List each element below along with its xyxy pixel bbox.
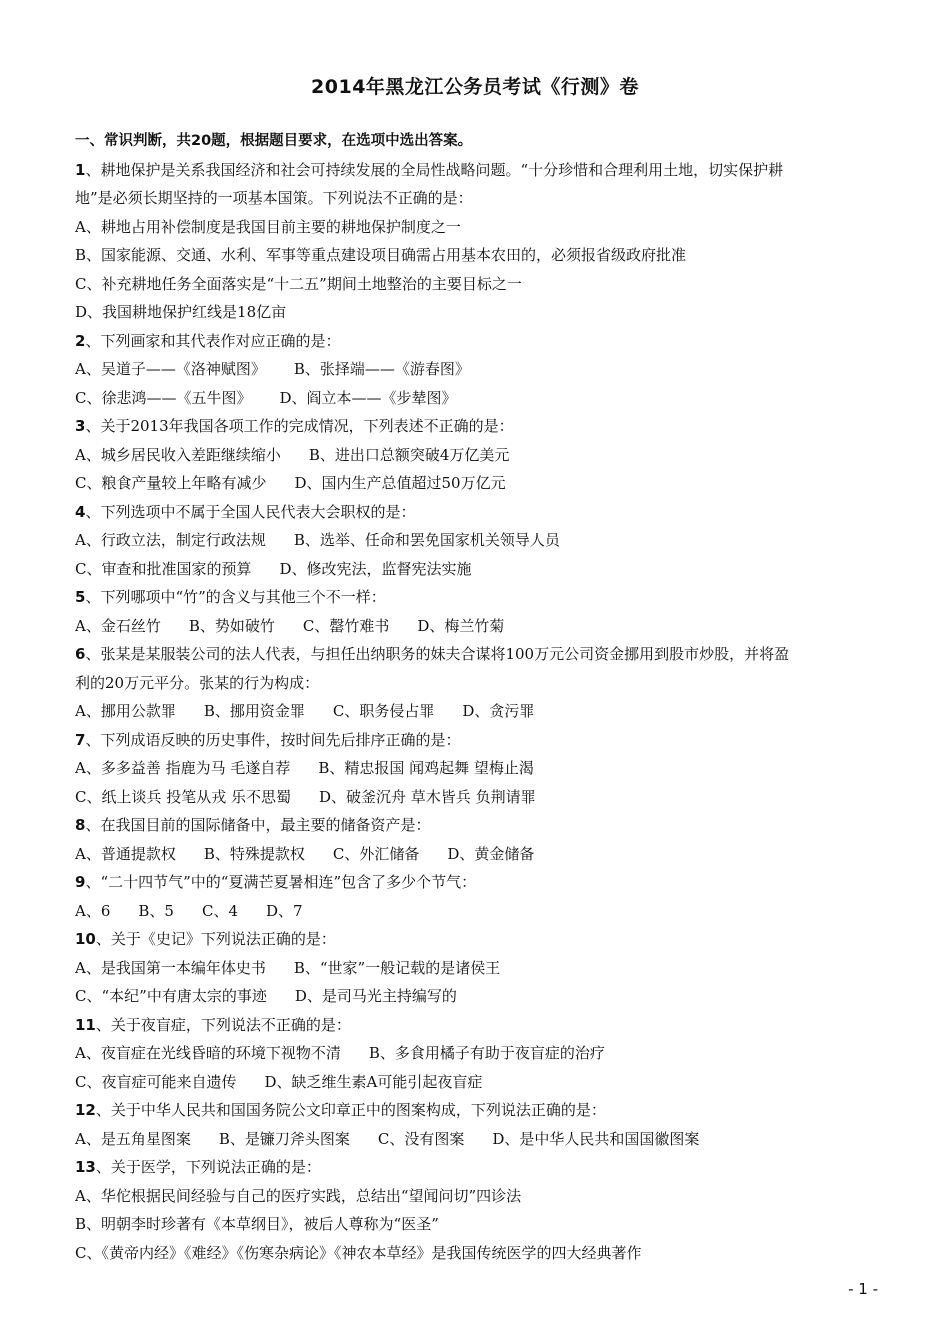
answer-option: B、明朝李时珍著有《本草纲目》，被后人尊称为“医圣”	[75, 1215, 439, 1233]
answer-option: B、精忠报国 闻鸡起舞 望梅止渴	[318, 759, 534, 777]
page-title: 2014年黑龙江公务员考试《行测》卷	[311, 76, 639, 98]
answer-option: B、是镰刀斧头图案	[218, 1129, 350, 1148]
question-stem	[75, 868, 880, 897]
answer-option: D、贪污罪	[462, 702, 535, 720]
question-text: 、下列画家和其代表作对应正确的是：	[85, 331, 341, 350]
question-text: 、“二十四节气”中的“夏满芒夏暑相连”包含了多少个节气：	[85, 873, 477, 891]
answer-option: A、是五角星图案	[75, 1129, 191, 1148]
question-text-continued: 地”是必须长期坚持的一项基本国策。下列说法不正确的是：	[75, 189, 473, 207]
answer-option: C、职务侵占罪	[332, 702, 435, 720]
answer-option: A、是我国第一本编年体史书	[75, 958, 266, 977]
answer-option: A、吴道子——《洛神赋图》	[75, 360, 266, 378]
answer-option: B、“世家”一般记载的是诸侯王	[293, 958, 501, 977]
answer-option: B、进出口总额突破4万亿美元	[308, 445, 510, 464]
question-text: 、张某是某服装公司的法人代表，与担任出纳职务的妹夫合谋将100万元公司资金挪用到股市炒股，并将盈	[85, 645, 790, 663]
question-number: 9	[75, 873, 86, 891]
option-row	[75, 270, 880, 299]
answer-option: B、特殊提款权	[203, 844, 305, 863]
question-stem	[75, 327, 880, 356]
option-row	[75, 241, 880, 270]
question-number: 3	[75, 417, 86, 435]
option-row	[75, 213, 880, 242]
answer-option: B、多食用橘子有助于夜盲症的治疗	[368, 1044, 605, 1062]
question-stem	[75, 726, 880, 755]
answer-option: B、国家能源、交通、水利、军事等重点建设项目确需占用基本农田的，必须报省级政府批准	[75, 246, 687, 264]
question-stem	[75, 925, 880, 954]
answer-option: D、黄金储备	[447, 844, 535, 863]
answer-option: D、破釜沉舟 草木皆兵 负荆请罪	[319, 787, 536, 806]
option-row	[75, 612, 880, 641]
option-row	[75, 1068, 880, 1097]
question-stem	[75, 156, 880, 185]
option-row	[75, 1039, 880, 1068]
question-text: 、关于2013年我国各项工作的完成情况，下列表述不正确的是：	[85, 417, 514, 435]
question-number: 12	[75, 1101, 96, 1119]
question-text: 、下列选项中不属于全国人民代表大会职权的是：	[85, 502, 416, 521]
option-row	[75, 526, 880, 555]
answer-option: A、多多益善 指鹿为马 毛遂自荐	[75, 759, 291, 777]
page-number: - 1 -	[848, 1280, 878, 1298]
question-text: 、关于《史记》下列说法正确的是：	[95, 930, 336, 948]
question-number: 2	[75, 331, 86, 350]
option-row	[75, 298, 880, 327]
answer-option: D、修改宪法，监督宪法实施	[279, 559, 472, 578]
answer-option: C、罄竹难书	[302, 616, 390, 635]
option-row	[75, 783, 880, 812]
answer-option: C、外汇储备	[332, 844, 420, 863]
option-row	[75, 555, 880, 584]
question-number: 13	[75, 1158, 96, 1176]
answer-option: C、补充耕地任务全面落实是“十二五”期间土地整治的主要目标之一	[75, 274, 522, 293]
question-stem	[75, 412, 880, 441]
question-number: 11	[75, 1015, 96, 1034]
answer-option: A、城乡居民收入差距继续缩小	[75, 445, 281, 464]
question-stem	[75, 811, 880, 840]
question-text: 、关于夜盲症，下列说法不正确的是：	[95, 1015, 351, 1034]
option-row	[75, 754, 880, 783]
answer-option: D、缺乏维生素A可能引起夜盲症	[264, 1072, 483, 1091]
question-stem	[75, 498, 880, 527]
answer-option: C、审查和批准国家的预算	[75, 559, 252, 578]
question-text: 、下列成语反映的历史事件，按时间先后排序正确的是：	[85, 730, 461, 749]
question-text: 、下列哪项中“竹”的含义与其他三个不一样：	[85, 588, 386, 606]
answer-option: B、选举、任命和罢免国家机关领导人员	[293, 531, 560, 549]
option-row	[75, 469, 880, 498]
question-number: 1	[75, 160, 86, 179]
question-stem	[75, 583, 880, 612]
option-row	[75, 840, 880, 869]
option-row	[75, 982, 880, 1011]
answer-option: B、势如破竹	[188, 616, 275, 635]
question-stem	[75, 1096, 880, 1125]
answer-option: C、《黄帝内经》《难经》《伤寒杂病论》《神农本草经》是我国传统医学的四大经典著作	[75, 1243, 642, 1262]
answer-option: C、粮食产量较上年略有减少	[75, 474, 267, 492]
answer-option: C、没有图案	[377, 1129, 465, 1148]
answer-option: A、华佗根据民间经验与自己的医疗实践，总结出“望闻问切”四诊法	[75, 1186, 522, 1205]
answer-option: D、我国耕地保护红线是18亿亩	[75, 303, 287, 321]
answer-option: D、国内生产总值超过50万亿元	[294, 474, 506, 492]
question-text: 、在我国目前的国际储备中，最主要的储备资产是：	[85, 816, 431, 834]
option-row	[75, 897, 880, 926]
answer-option: A、夜盲症在光线昏暗的环境下视物不清	[75, 1044, 341, 1062]
option-row	[75, 441, 880, 470]
answer-option: A、行政立法，制定行政法规	[75, 531, 266, 549]
question-text: 、耕地保护是关系我国经济和社会可持续发展的全局性战略问题。“十分珍惜和合理利用土地，切实保护耕	[85, 160, 784, 179]
answer-option: D、梅兰竹菊	[417, 616, 505, 635]
option-row	[75, 1182, 880, 1211]
answer-option: A、挪用公款罪	[75, 702, 176, 720]
question-number: 8	[75, 816, 86, 834]
answer-option: B、挪用资金罪	[203, 702, 305, 720]
option-row	[75, 697, 880, 726]
answer-option: C、徐悲鸿——《五牛图》	[75, 388, 252, 407]
question-number: 6	[75, 645, 86, 663]
option-row	[75, 384, 880, 413]
answer-option: A、耕地占用补偿制度是我国目前主要的耕地保护制度之一	[75, 217, 461, 236]
option-row	[75, 954, 880, 983]
answer-option: D、7	[266, 901, 303, 920]
question-text-continued: 利的20万元平分。张某的行为构成：	[75, 673, 320, 692]
question-stem	[75, 1153, 880, 1182]
answer-option: A、金石丝竹	[75, 616, 161, 635]
option-row	[75, 355, 880, 384]
answer-option: D、是中华人民共和国国徽图案	[492, 1129, 700, 1148]
question-number: 10	[75, 930, 96, 948]
question-stem	[75, 1011, 880, 1040]
answer-option: C、4	[201, 901, 238, 920]
option-row	[75, 1239, 880, 1268]
question-stem	[75, 640, 880, 669]
question-number: 5	[75, 588, 86, 606]
question-number: 7	[75, 730, 86, 749]
option-row	[75, 1125, 880, 1154]
question-text: 、关于中华人民共和国国务院公文印章正中的图案构成，下列说法正确的是：	[95, 1101, 606, 1119]
question-number: 4	[75, 502, 86, 521]
answer-option: A、普通提款权	[75, 844, 176, 863]
answer-option: D、阎立本——《步辇图》	[279, 388, 457, 407]
section-heading: 一、常识判断，共20题，根据题目要求，在选项中选出答案。	[75, 133, 473, 149]
answer-option: A、6	[75, 901, 111, 920]
question-text: 、关于医学，下列说法正确的是：	[95, 1158, 321, 1176]
option-row	[75, 1210, 880, 1239]
answer-option: D、是司马光主持编写的	[294, 987, 457, 1005]
answer-option: C、“本纪”中有唐太宗的事迹	[75, 987, 267, 1005]
question-lines	[75, 156, 880, 1268]
answer-option: C、纸上谈兵 投笔从戎 乐不思蜀	[75, 787, 292, 806]
question-body	[75, 127, 880, 1267]
answer-option: B、张择端——《游春图》	[293, 360, 470, 378]
answer-option: B、5	[138, 901, 174, 920]
answer-option: C、夜盲症可能来自遗传	[75, 1072, 237, 1091]
